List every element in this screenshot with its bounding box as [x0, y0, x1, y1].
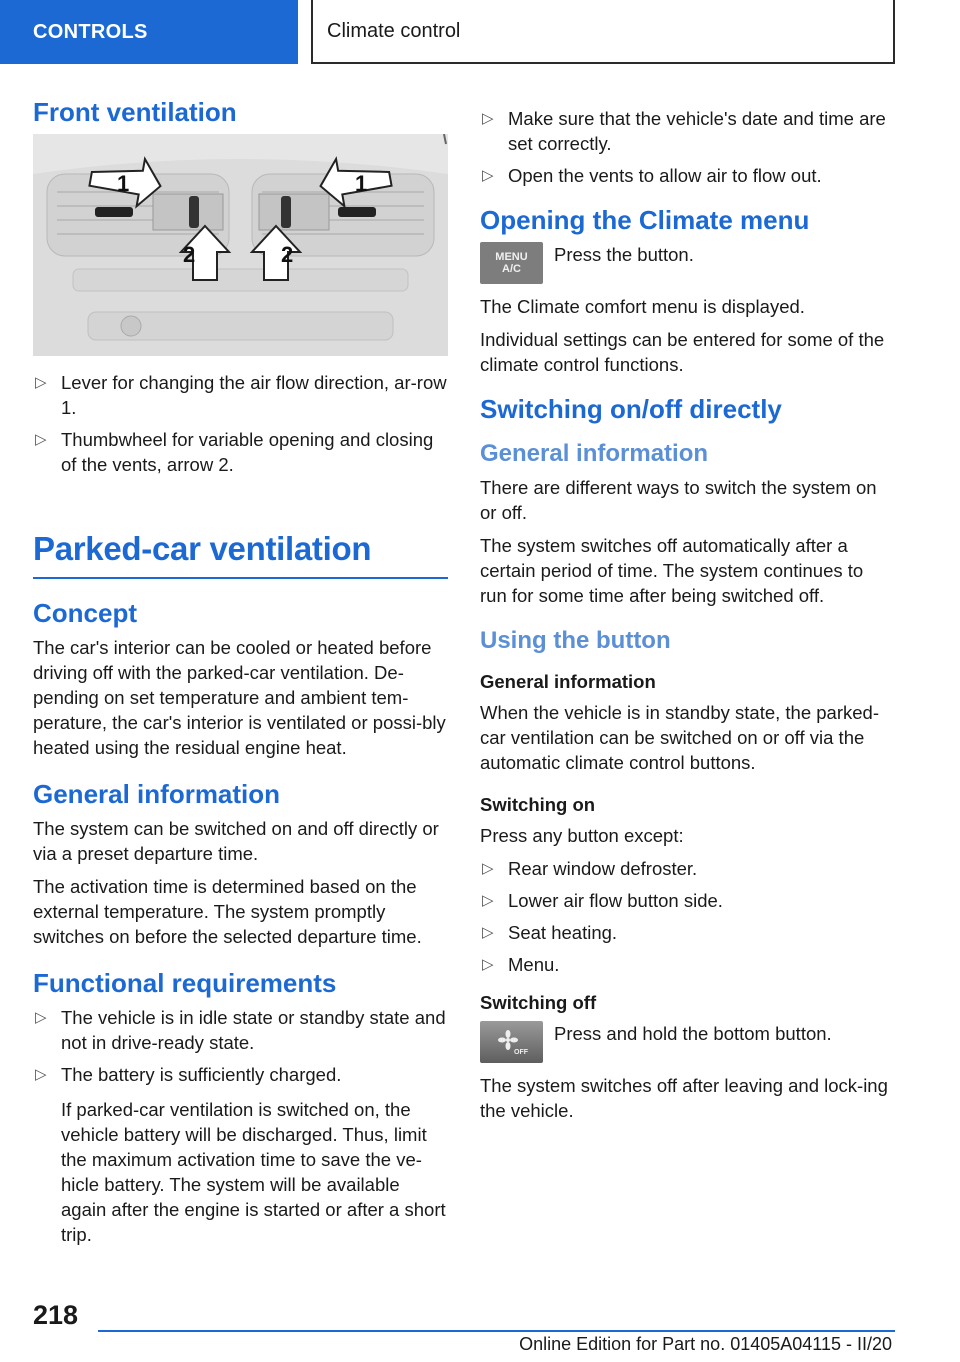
requirements-list — [33, 1005, 448, 1087]
switching-heading: Switching on/off directly — [480, 394, 782, 424]
chapter-title: Climate control — [311, 0, 895, 64]
fig-label-1a: 1 — [117, 171, 130, 196]
off-button-text: Press and hold the bottom button. — [554, 1023, 832, 1044]
list-item: ▷ Rear window defroster. — [482, 858, 698, 879]
switching-general-heading: General information — [480, 440, 709, 467]
switching-general-text-2: The system switches off automatically after a certain period of time. The system continues to run for some time after being switched off. — [480, 535, 864, 606]
general-info-text-1: The system can be switched on and off directly or via a preset departure time. — [33, 818, 439, 864]
using-button-heading: Using the button — [480, 627, 671, 654]
list-item: ▷ The vehicle is in idle state or standby state and not in drive-ready state. — [35, 1007, 446, 1053]
triangle-bullet-icon: ▷ — [35, 1066, 47, 1083]
climate-menu-heading: Opening the Climate menu — [480, 205, 810, 235]
footer-divider — [98, 1330, 895, 1332]
edition-text: Online Edition for Part no. 01405A04115 - II/20 — [519, 1334, 892, 1354]
fig-label-1b: 1 — [355, 171, 368, 196]
fig-label-2b: 2 — [281, 242, 294, 267]
gi-subheading: General information — [480, 671, 656, 692]
list-item: ▷ Menu. — [482, 954, 560, 975]
triangle-bullet-icon: ▷ — [482, 924, 494, 941]
triangle-bullet-icon: ▷ — [482, 167, 494, 184]
triangle-bullet-icon: ▷ — [35, 374, 47, 391]
list-item: ▷ Make sure that the vehicle's date and time are set correctly. — [482, 108, 886, 154]
list-item: ▷ Lever for changing the air flow direction, ar‐row 1. — [35, 372, 447, 418]
menu-button-row — [480, 242, 895, 284]
switching-on-list — [480, 856, 895, 977]
fan-off-button-icon — [480, 1021, 543, 1063]
concept-heading: Concept — [33, 598, 137, 628]
left-column — [33, 96, 448, 1255]
menu-ac-button-icon: MENU A/C — [480, 242, 543, 284]
off-button-row — [480, 1021, 895, 1063]
triangle-bullet-icon: ▷ — [482, 892, 494, 909]
list-item: ▷ Seat heating. — [482, 922, 618, 943]
triangle-bullet-icon: ▷ — [35, 1009, 47, 1026]
switching-off-text: The system switches off after leaving and lock‐ing the vehicle. — [480, 1075, 888, 1121]
front-ventilation-list — [33, 370, 448, 477]
climate-menu-text-2: Individual settings can be entered for some of the climate control functions. — [480, 329, 885, 375]
triangle-bullet-icon: ▷ — [482, 860, 494, 877]
triangle-bullet-icon: ▷ — [482, 956, 494, 973]
climate-menu-text-1: The Climate comfort menu is displayed. — [480, 296, 805, 317]
general-info-text-2: The activation time is determined based on the external temperature. The system promptly switches on before the selected departure time. — [33, 876, 422, 947]
switching-on-text: Press any button except: — [480, 825, 684, 846]
off-button-label: OFF — [513, 1049, 528, 1056]
triangle-bullet-icon: ▷ — [35, 431, 47, 448]
right-column — [480, 96, 895, 1131]
functional-requirements-heading: Functional requirements — [33, 968, 337, 998]
switching-general-text-1: There are different ways to switch the system on or off. — [480, 477, 877, 523]
front-ventilation-heading: Front ventilation — [33, 97, 237, 127]
section-tab: CONTROLS — [0, 0, 298, 64]
list-item: ▷ Thumbwheel for variable opening and closing of the vents, arrow 2. — [35, 429, 434, 475]
parked-car-heading: Parked-car ventilation — [33, 527, 448, 579]
battery-note: If parked-car ventilation is switched on, the vehicle battery will be discharged. Thus, limit the maximum activation time to save the ve‐hicle battery. The system will be available again after the engine is started or after a short trip. — [61, 1099, 446, 1245]
menu-button-text: Press the button. — [554, 244, 694, 265]
triangle-bullet-icon: ▷ — [482, 110, 494, 127]
switching-off-heading: Switching off — [480, 992, 597, 1013]
vent-illustration — [33, 134, 448, 356]
switching-on-heading: Switching on — [480, 794, 596, 815]
list-item: ▷ Open the vents to allow air to flow out. — [482, 165, 822, 186]
general-info-heading: General information — [33, 779, 281, 809]
top-list — [480, 106, 895, 188]
fig-label-2a: 2 — [183, 242, 196, 267]
gi-text: When the vehicle is in standby state, the parked-car ventilation can be switched on or off via the automatic climate control buttons. — [480, 702, 879, 773]
concept-text: The car's interior can be cooled or heated before driving off with the parked-car ventilation. De‐pending on set temperature and ambient tem‐perature, the car's interior is ventilated or possi‐bly heated using the residual engine heat. — [33, 637, 446, 758]
list-item: ▷ Lower air flow button side. — [482, 890, 723, 911]
list-item: ▷ The battery is sufficiently charged. — [35, 1064, 342, 1085]
page-number: 218 — [33, 1300, 79, 1330]
